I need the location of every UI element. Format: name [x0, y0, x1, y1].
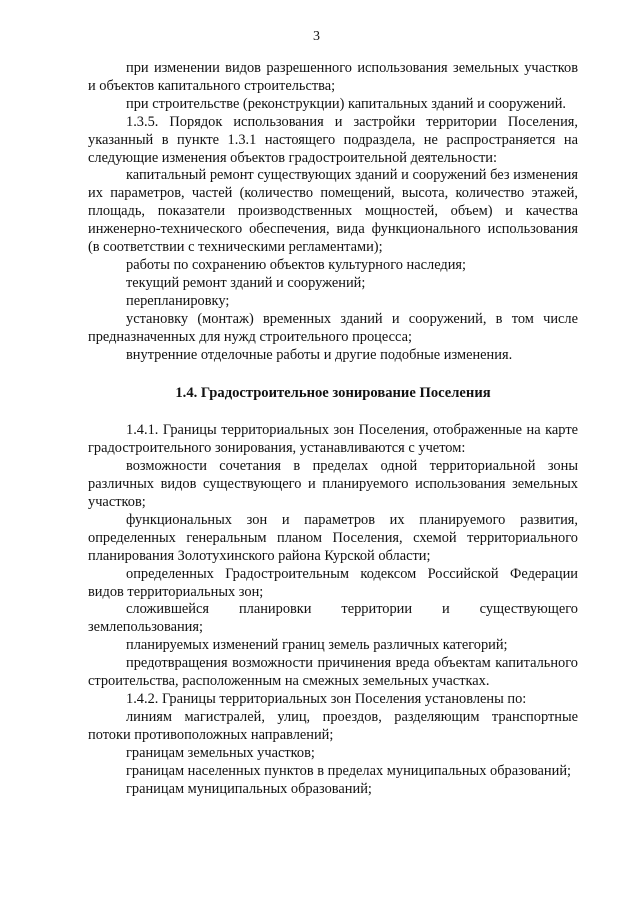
paragraph: планируемых изменений границ земель различных категорий;: [126, 637, 508, 654]
paragraph: определенных Градостроительным кодексом Российской Федерации видов территориальных зон;: [88, 565, 578, 600]
paragraph: линиям магистралей, улиц, проездов, разделяющим транспортные потоки противоположных направлений;: [88, 708, 578, 743]
paragraph: капитальный ремонт существующих зданий и сооружений без изменения их параметров, частей (количество помещений, высота, количество этажей, площадь, показатели производственных мощностей, объем) и качества инженерно-технического обеспечения, вида функционального использования (в соответствии с техническими регламентами);: [88, 167, 578, 256]
paragraph: границам земельных участков;: [126, 744, 315, 761]
paragraph: установку (монтаж) временных зданий и сооружений, в том числе предназначенных для нужд строительного процесса;: [88, 310, 578, 345]
paragraph: 1.3.5. Порядок использования и застройки территории Поселения, указанный в пункте 1.3.1 настоящего подраздела, не распространяется на следующие изменения объектов градостроительной деятельности:: [88, 113, 578, 166]
section-heading: 1.4. Градостроительное зонирование Поселения: [175, 385, 491, 402]
paragraph: при строительстве (реконструкции) капитальных зданий и сооружений.: [126, 95, 567, 112]
paragraph: внутренние отделочные работы и другие подобные изменения.: [126, 346, 513, 363]
document-body: [88, 60, 578, 798]
paragraph: 1.4.1. Границы территориальных зон Поселения, отображенные на карте градостроительного зонирования, устанавливаются с учетом:: [88, 422, 578, 457]
page-number: 3: [313, 29, 320, 44]
paragraph: перепланировку;: [126, 292, 230, 309]
paragraph: возможности сочетания в пределах одной территориальной зоны различных видов существующего и планируемого использования земельных участков;: [88, 458, 578, 511]
paragraph: сложившейся планировки территории и существующего землепользования;: [88, 601, 578, 636]
paragraph: функциональных зон и параметров их планируемого развития, определенных генеральным планом Поселения, схемой территориального планирования Золотухинского района Курской области;: [88, 511, 578, 564]
paragraph: границам муниципальных образований;: [126, 780, 372, 797]
paragraph: работы по сохранению объектов культурного наследия;: [126, 256, 467, 273]
paragraph: при изменении видов разрешенного использования земельных участков и объектов капитального строительства;: [88, 60, 578, 94]
paragraph: текущий ремонт зданий и сооружений;: [126, 274, 366, 291]
paragraph: границам населенных пунктов в пределах муниципальных образований;: [126, 762, 572, 779]
paragraph: предотвращения возможности причинения вреда объектам капитального строительства, расположенным на смежных земельных участках.: [88, 655, 578, 690]
paragraph: 1.4.2. Границы территориальных зон Поселения установлены по:: [126, 691, 527, 707]
